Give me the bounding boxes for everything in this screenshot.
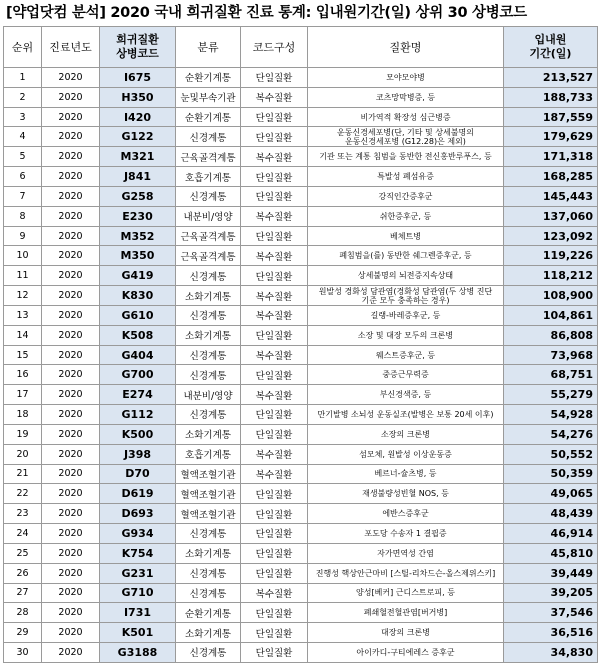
cell-disease: 에반스증후군 [308,504,504,524]
cell-code: I731 [100,603,176,623]
cell-category: 신경계통 [176,127,241,147]
cell-composition: 단일질환 [241,226,308,246]
header-code-line1: 희귀질환 [116,33,159,46]
table-row [4,206,598,226]
cell-rank: 19 [4,424,42,444]
table-row [4,147,598,167]
cell-year: 2020 [42,365,100,385]
cell-category: 신경계통 [176,643,241,663]
cell-category: 소화기계통 [176,286,241,306]
cell-year: 2020 [42,623,100,643]
cell-disease: 재생불량성빈혈 NOS, 등 [308,484,504,504]
cell-disease: 폐쇄혈전혈관염[버거병] [308,603,504,623]
cell-category: 혈액조혈기관 [176,484,241,504]
cell-year: 2020 [42,246,100,266]
cell-category: 소화기계통 [176,325,241,345]
cell-code: G419 [100,266,176,286]
cell-disease: 베체트병 [308,226,504,246]
cell-disease: 만기발병 소뇌성 운동실조(발병은 보통 20세 이후) [308,405,504,425]
cell-year: 2020 [42,305,100,325]
cell-rank: 14 [4,325,42,345]
cell-disease: 대장의 크론병 [308,623,504,643]
table-row [4,444,598,464]
cell-rank: 24 [4,524,42,544]
cell-days: 86,808 [504,325,598,345]
cell-category: 신경계통 [176,563,241,583]
cell-disease: 상세불명의 뇌전증지속상태 [308,266,504,286]
cell-category: 신경계통 [176,583,241,603]
table-row [4,107,598,127]
cell-rank: 17 [4,385,42,405]
cell-category: 신경계통 [176,345,241,365]
cell-rank: 22 [4,484,42,504]
cell-days: 123,092 [504,226,598,246]
cell-days: 171,318 [504,147,598,167]
cell-composition: 복수질환 [241,87,308,107]
cell-disease: 중증근무력증 [308,365,504,385]
cell-days: 137,060 [504,206,598,226]
cell-rank: 1 [4,68,42,88]
cell-code: D619 [100,484,176,504]
cell-disease: 부신경색증, 등 [308,385,504,405]
cell-composition: 단일질환 [241,563,308,583]
table-row [4,484,598,504]
cell-disease: 모야모야병 [308,68,504,88]
cell-composition: 복수질환 [241,246,308,266]
table-row [4,583,598,603]
table-row [4,345,598,365]
cell-code: G231 [100,563,176,583]
cell-days: 73,968 [504,345,598,365]
cell-code: G934 [100,524,176,544]
cell-year: 2020 [42,147,100,167]
table-row [4,325,598,345]
table-body [4,68,598,663]
cell-code: G258 [100,186,176,206]
cell-code: G700 [100,365,176,385]
cell-composition: 단일질환 [241,405,308,425]
cell-composition: 복수질환 [241,583,308,603]
cell-year: 2020 [42,107,100,127]
table-row [4,543,598,563]
cell-code: M350 [100,246,176,266]
cell-code: E274 [100,385,176,405]
cell-composition: 복수질환 [241,206,308,226]
cell-rank: 20 [4,444,42,464]
cell-code: G3188 [100,643,176,663]
cell-code: M321 [100,147,176,167]
cell-code: G122 [100,127,176,147]
cell-disease: 웨스트증후군, 등 [308,345,504,365]
cell-disease: 아이카디-구티에레스 증후군 [308,643,504,663]
cell-composition: 단일질환 [241,325,308,345]
table-row [4,424,598,444]
table-row [4,127,598,147]
table-row [4,643,598,663]
cell-days: 188,733 [504,87,598,107]
cell-days: 168,285 [504,167,598,187]
data-table [3,26,598,663]
cell-year: 2020 [42,186,100,206]
cell-disease: 소장의 크론병 [308,424,504,444]
cell-days: 54,276 [504,424,598,444]
cell-year: 2020 [42,484,100,504]
cell-composition: 단일질환 [241,68,308,88]
header-days-line1: 입내원 [534,33,567,46]
header-days-line2: 기간(일) [529,47,572,60]
table-row [4,305,598,325]
cell-rank: 2 [4,87,42,107]
cell-days: 187,559 [504,107,598,127]
cell-disease: 코츠망막병증, 등 [308,87,504,107]
cell-disease: 섬모체, 원발성 이상운동증 [308,444,504,464]
header-category: 분류 [176,27,241,68]
cell-year: 2020 [42,167,100,187]
cell-disease: 특발성 폐섬유증 [308,167,504,187]
cell-days: 213,527 [504,68,598,88]
cell-disease: 포도당 수송자 1 결핍증 [308,524,504,544]
cell-rank: 9 [4,226,42,246]
table-row [4,464,598,484]
table-row [4,167,598,187]
cell-days: 54,928 [504,405,598,425]
cell-code: G610 [100,305,176,325]
cell-rank: 16 [4,365,42,385]
cell-composition: 복수질환 [241,345,308,365]
cell-code: H350 [100,87,176,107]
cell-rank: 13 [4,305,42,325]
cell-category: 소화기계통 [176,424,241,444]
cell-category: 눈및부속기관 [176,87,241,107]
cell-composition: 복수질환 [241,305,308,325]
cell-days: 36,516 [504,623,598,643]
cell-rank: 15 [4,345,42,365]
cell-composition: 단일질환 [241,127,308,147]
cell-category: 신경계통 [176,365,241,385]
cell-rank: 5 [4,147,42,167]
cell-composition: 복수질환 [241,464,308,484]
cell-rank: 10 [4,246,42,266]
cell-composition: 단일질환 [241,543,308,563]
cell-disease: 기관 또는 계통 침범을 동반한 전신홍반루푸스, 등 [308,147,504,167]
cell-year: 2020 [42,345,100,365]
cell-code: D70 [100,464,176,484]
cell-composition: 단일질환 [241,603,308,623]
cell-code: K501 [100,623,176,643]
cell-days: 118,212 [504,266,598,286]
cell-year: 2020 [42,127,100,147]
cell-code: G710 [100,583,176,603]
cell-code: K508 [100,325,176,345]
cell-composition: 단일질환 [241,643,308,663]
cell-days: 119,226 [504,246,598,266]
cell-year: 2020 [42,643,100,663]
cell-composition: 단일질환 [241,504,308,524]
header-rank: 순위 [4,27,42,68]
cell-composition: 단일질환 [241,167,308,187]
cell-category: 신경계통 [176,186,241,206]
cell-days: 68,751 [504,365,598,385]
table-row [4,186,598,206]
cell-disease: 폐침범을(를) 동반한 쉐그렌증후군, 등 [308,246,504,266]
cell-code: D693 [100,504,176,524]
header-disease: 질환명 [308,27,504,68]
cell-year: 2020 [42,405,100,425]
cell-year: 2020 [42,226,100,246]
table-row [4,286,598,306]
cell-rank: 12 [4,286,42,306]
cell-days: 45,810 [504,543,598,563]
cell-category: 소화기계통 [176,623,241,643]
cell-year: 2020 [42,563,100,583]
cell-composition: 단일질환 [241,186,308,206]
cell-days: 46,914 [504,524,598,544]
cell-code: K500 [100,424,176,444]
cell-year: 2020 [42,504,100,524]
cell-composition: 단일질환 [241,524,308,544]
cell-composition: 단일질환 [241,107,308,127]
cell-rank: 23 [4,504,42,524]
cell-days: 37,546 [504,603,598,623]
cell-year: 2020 [42,87,100,107]
cell-days: 104,861 [504,305,598,325]
cell-code: I675 [100,68,176,88]
table-header [4,27,598,68]
cell-category: 신경계통 [176,305,241,325]
cell-composition: 단일질환 [241,424,308,444]
cell-rank: 26 [4,563,42,583]
cell-days: 34,830 [504,643,598,663]
table-row [4,405,598,425]
cell-rank: 7 [4,186,42,206]
cell-year: 2020 [42,206,100,226]
cell-code: I420 [100,107,176,127]
cell-days: 39,205 [504,583,598,603]
cell-year: 2020 [42,286,100,306]
cell-code: G112 [100,405,176,425]
header-code-line2: 상병코드 [116,47,159,60]
table-row [4,563,598,583]
cell-rank: 27 [4,583,42,603]
cell-code: E230 [100,206,176,226]
cell-category: 호흡기계통 [176,167,241,187]
cell-category: 내분비/영양 [176,206,241,226]
cell-composition: 복수질환 [241,286,308,306]
cell-category: 신경계통 [176,524,241,544]
cell-disease: 원발성 경화성 담관염(경화성 담관염(두 상병 진단 기준 모두 충족하는 경우) [308,286,504,306]
cell-category: 혈액조혈기관 [176,504,241,524]
cell-year: 2020 [42,603,100,623]
cell-days: 50,552 [504,444,598,464]
table-row [4,87,598,107]
page-title: [약업닷컴 분석] 2020 국내 희귀질환 진료 통계: 입내원기간(일) 상위 30 상병코드 [6,5,527,21]
cell-rank: 28 [4,603,42,623]
cell-year: 2020 [42,266,100,286]
cell-year: 2020 [42,444,100,464]
cell-composition: 복수질환 [241,385,308,405]
table-row [4,246,598,266]
cell-days: 108,900 [504,286,598,306]
cell-year: 2020 [42,424,100,444]
cell-code: K754 [100,543,176,563]
cell-year: 2020 [42,385,100,405]
cell-disease: 소장 및 대장 모두의 크론병 [308,325,504,345]
cell-year: 2020 [42,543,100,563]
cell-rank: 21 [4,464,42,484]
cell-category: 신경계통 [176,405,241,425]
cell-disease: 자가면역성 간염 [308,543,504,563]
table-row [4,226,598,246]
table-row [4,266,598,286]
header-days [504,27,598,68]
cell-rank: 29 [4,623,42,643]
cell-rank: 6 [4,167,42,187]
cell-rank: 25 [4,543,42,563]
cell-category: 근육골격계통 [176,147,241,167]
cell-disease: 길랭-바레증후군, 등 [308,305,504,325]
cell-code: K830 [100,286,176,306]
cell-rank: 8 [4,206,42,226]
cell-rank: 18 [4,405,42,425]
table-row [4,524,598,544]
cell-rank: 30 [4,643,42,663]
cell-days: 50,359 [504,464,598,484]
cell-disease: 진행성 핵상안근마비 [스틸-리차드슨-올스제위스키] [308,563,504,583]
cell-disease: 운동신경세포병(단, 기타 및 상세불명의 운동신경세포병 (G12.28)은 제외) [308,127,504,147]
cell-composition: 단일질환 [241,484,308,504]
cell-code: J841 [100,167,176,187]
cell-disease: 비가역적 확장성 심근병증 [308,107,504,127]
cell-category: 호흡기계통 [176,444,241,464]
cell-code: J398 [100,444,176,464]
header-year: 진료년도 [42,27,100,68]
cell-rank: 11 [4,266,42,286]
cell-disease: 베르너-슐츠병, 등 [308,464,504,484]
cell-rank: 3 [4,107,42,127]
cell-days: 179,629 [504,127,598,147]
cell-category: 순환기계통 [176,603,241,623]
table-row [4,68,598,88]
table-row [4,504,598,524]
table-row [4,385,598,405]
cell-days: 48,439 [504,504,598,524]
cell-category: 신경계통 [176,266,241,286]
table-row [4,623,598,643]
cell-days: 49,065 [504,484,598,504]
cell-code: G404 [100,345,176,365]
cell-category: 근육골격계통 [176,246,241,266]
cell-category: 내분비/영양 [176,385,241,405]
cell-category: 소화기계통 [176,543,241,563]
cell-composition: 단일질환 [241,365,308,385]
cell-days: 55,279 [504,385,598,405]
cell-year: 2020 [42,524,100,544]
cell-composition: 복수질환 [241,444,308,464]
cell-year: 2020 [42,583,100,603]
cell-category: 근육골격계통 [176,226,241,246]
cell-disease: 강직인간증후군 [308,186,504,206]
cell-disease: 쉬한증후군, 등 [308,206,504,226]
header-composition: 코드구성 [241,27,308,68]
cell-days: 39,449 [504,563,598,583]
table-row [4,365,598,385]
cell-year: 2020 [42,325,100,345]
cell-composition: 복수질환 [241,147,308,167]
cell-year: 2020 [42,68,100,88]
cell-composition: 단일질환 [241,623,308,643]
cell-code: M352 [100,226,176,246]
cell-category: 순환기계통 [176,68,241,88]
cell-days: 145,443 [504,186,598,206]
cell-disease: 양성[베커] 근디스트로피, 등 [308,583,504,603]
cell-year: 2020 [42,464,100,484]
cell-category: 혈액조혈기관 [176,464,241,484]
cell-composition: 단일질환 [241,266,308,286]
table-row [4,603,598,623]
cell-rank: 4 [4,127,42,147]
cell-category: 순환기계통 [176,107,241,127]
header-code [100,27,176,68]
